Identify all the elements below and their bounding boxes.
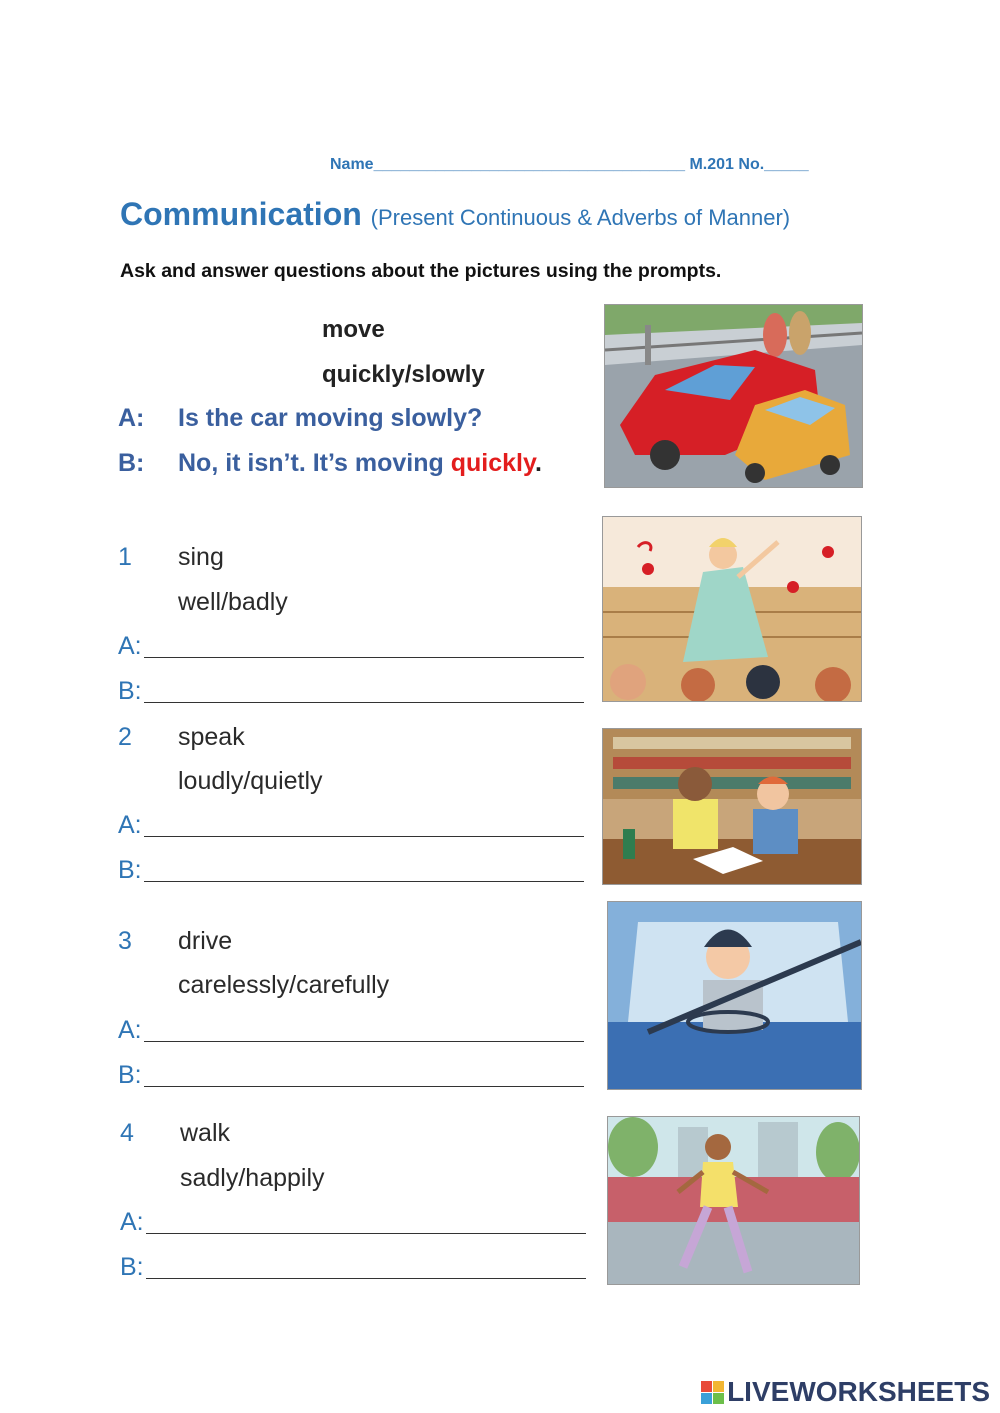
- title-main: Communication: [120, 196, 362, 232]
- exercise-number: 4: [120, 1119, 134, 1147]
- answer-line-a[interactable]: A:: [118, 811, 584, 840]
- exercise-number: 3: [118, 927, 132, 955]
- logo-mark-icon: [701, 1381, 724, 1404]
- exercise-verb: walk: [180, 1119, 231, 1147]
- liveworksheets-logo: LIVEWORKSHEETS: [701, 1376, 990, 1408]
- exercise-verb: speak: [178, 723, 245, 751]
- answer-blank[interactable]: [146, 1278, 586, 1279]
- example-adverbs: quickly/slowly: [322, 361, 485, 388]
- answer-line-a[interactable]: A:: [118, 632, 584, 661]
- answer-line-b[interactable]: B:: [118, 856, 584, 885]
- library-picture: [602, 728, 862, 885]
- exercise-adverbs: carelessly/carefully: [178, 971, 390, 999]
- exercise-adverbs: loudly/quietly: [178, 767, 323, 795]
- answer-blank[interactable]: [144, 702, 584, 703]
- driver-picture: [607, 901, 862, 1090]
- answer-line-b[interactable]: B:: [120, 1253, 586, 1282]
- exercise-verb: sing: [178, 543, 224, 571]
- name-number-line: Name___________________________________ M.201 No._____: [330, 156, 809, 173]
- exercise-adverbs: well/badly: [178, 588, 288, 616]
- answer-blank[interactable]: [144, 657, 584, 658]
- car-race-picture: [604, 304, 863, 488]
- exercise-number: 1: [118, 543, 132, 571]
- answer-blank[interactable]: [144, 836, 584, 837]
- example-answer: B: No, it isn’t. It’s moving quickly.: [118, 449, 542, 477]
- answer-blank[interactable]: [144, 1041, 584, 1042]
- walking-girl-picture: [607, 1116, 860, 1285]
- example-verb: move: [322, 316, 385, 343]
- answer-line-a[interactable]: A:: [120, 1208, 586, 1237]
- answer-line-b[interactable]: B:: [118, 677, 584, 706]
- page-title: [120, 196, 790, 233]
- exercise-adverbs: sadly/happily: [180, 1164, 325, 1192]
- answer-blank[interactable]: [144, 1086, 584, 1087]
- singer-picture: [602, 516, 862, 702]
- instructions: Ask and answer questions about the pictures using the prompts.: [120, 260, 722, 282]
- answer-line-b[interactable]: B:: [118, 1061, 584, 1090]
- answer-blank[interactable]: [144, 881, 584, 882]
- answer-line-a[interactable]: A:: [118, 1016, 584, 1045]
- example-answer-keyword: quickly: [450, 449, 535, 477]
- exercise-verb: drive: [178, 927, 233, 955]
- example-question: A: Is the car moving slowly?: [118, 404, 483, 432]
- answer-blank[interactable]: [146, 1233, 586, 1234]
- title-subtitle: (Present Continuous & Adverbs of Manner): [370, 205, 791, 230]
- exercise-number: 2: [118, 723, 132, 751]
